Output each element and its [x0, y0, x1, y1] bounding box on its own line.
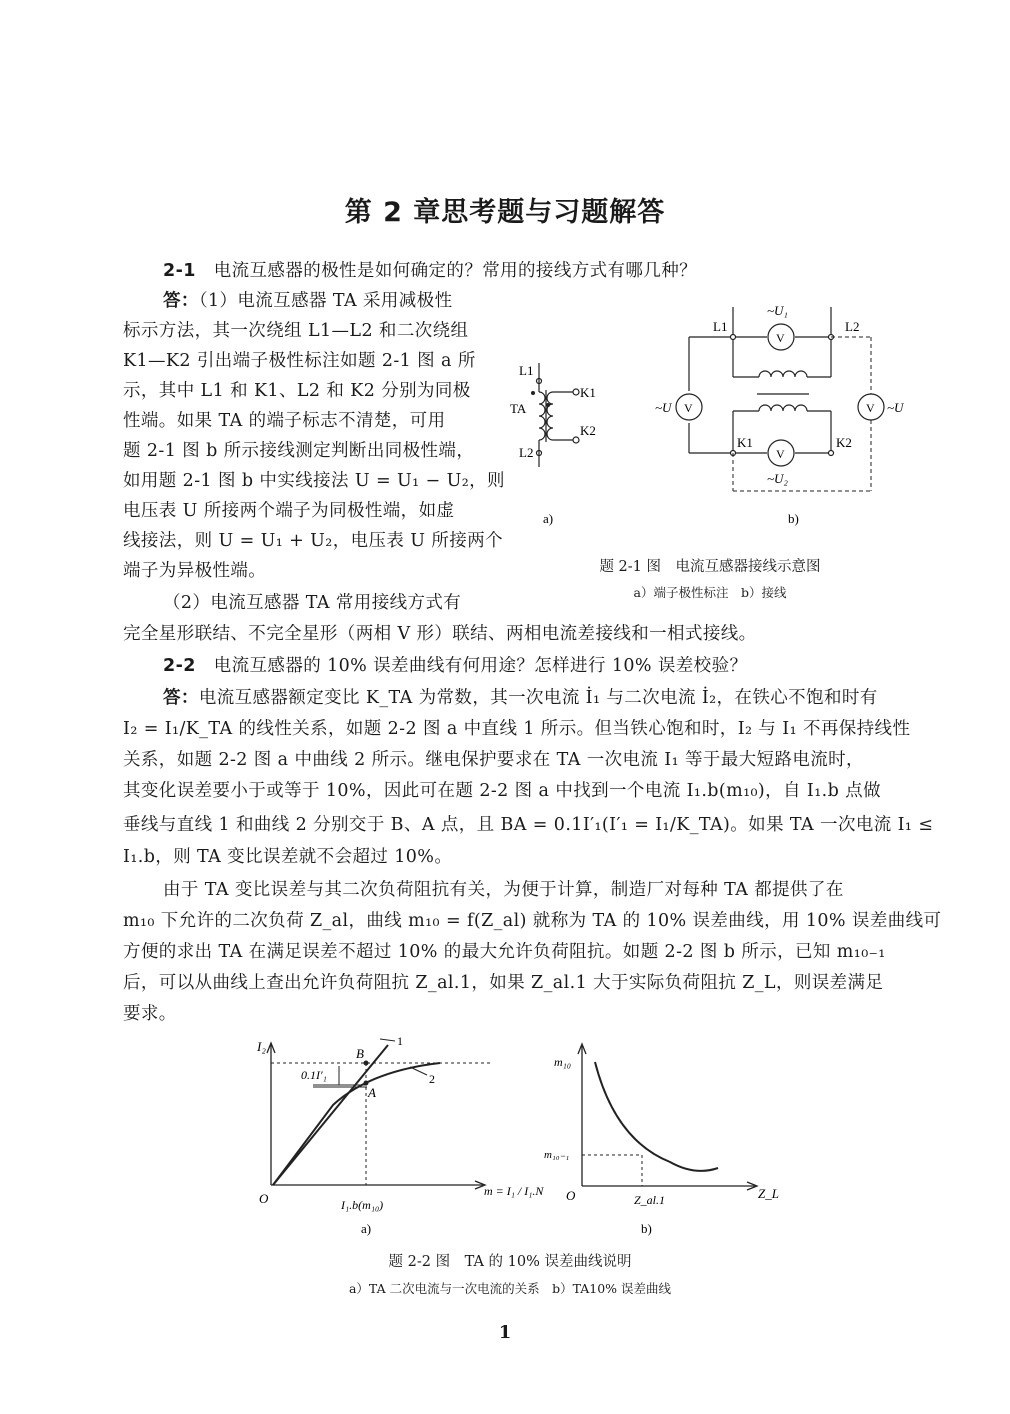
y-axis-label: m₁₀ [554, 1055, 572, 1069]
line-1-label: 1 [397, 1034, 403, 1048]
curve-2 [273, 1063, 440, 1185]
figure-2-2b [540, 1040, 800, 1245]
curve-2-label: 2 [429, 1072, 435, 1086]
origin-label: O [566, 1188, 576, 1203]
answer-line: 完全星形联结、不完全星形（两相 V 形）联结、两相电流差接线和一相式接线。 [123, 624, 757, 644]
answer-line: 线接法，则 U = U₁ + U₂，电压表 U 所接两个 [123, 531, 503, 551]
ta-secondary-coil [547, 392, 553, 440]
answer-line: 标示方法，其一次绕组 L1—L2 和二次绕组 [123, 321, 469, 341]
figure-2-1 [505, 295, 925, 535]
answer-line: K1—K2 引出端子极性标注如题 2-1 图 a 所 [123, 351, 476, 371]
answer-line [163, 286, 452, 317]
answer-line: 垂线与直线 1 和曲线 2 分别交于 B、A 点，且 BA = 0.1I′₁(I′₁ = I₁/K_TA)。如果 TA 一次电流 I₁ ≤ [123, 815, 934, 835]
answer-text: （1）电流互感器 TA 采用减极性 [198, 291, 453, 311]
panel-a-label: a) [543, 511, 554, 526]
panel-b-label: b) [788, 511, 799, 526]
question-2-2 [163, 651, 747, 682]
question-2-1 [163, 256, 697, 287]
voltmeter-symbol: V [866, 401, 875, 415]
paragraph-line: 后，可以从曲线上查出允许负荷阻抗 Z_al.1，如果 Z_al.1 大于实际负荷阻抗 Z_L，则误差满足 [123, 973, 884, 993]
label-k1: K1 [580, 385, 596, 400]
label-k1: K1 [737, 435, 753, 450]
voltmeter-symbol: V [776, 447, 785, 461]
line-1 [273, 1045, 388, 1185]
figure-2-1-caption: 题 2-1 图 电流互感器接线示意图 [599, 559, 821, 575]
answer-line: 如用题 2-1 图 b 中实线接法 U = U₁ − U₂，则 [123, 471, 505, 491]
question-text: 电流互感器的极性是如何确定的？常用的接线方式有哪几种？ [213, 261, 698, 281]
panel-b-label: b) [641, 1221, 652, 1236]
question-number: 2-2 [163, 656, 196, 676]
x-tick-label: I₁.b(m₁₀) [341, 1198, 384, 1212]
label-l2: L2 [845, 319, 860, 334]
voltmeter-symbol: V [776, 331, 785, 345]
figure-2-2-subcaption: a）TA 二次电流与一次电流的关系 b）TA10% 误差曲线 [348, 1281, 672, 1296]
terminal [731, 335, 736, 340]
paragraph-line: 方便的求出 TA 在满足误差不超过 10% 的最大允许负荷阻抗。如题 2-2 图 b 所示，已知 m₁₀₋₁ [123, 942, 886, 962]
answer-text: 电流互感器额定变比 K_TA 为常数，其一次电流 İ₁ 与二次电流 İ₂，在铁心不饱和时有 [198, 688, 878, 708]
label-u-right: ~U [887, 400, 904, 415]
answer-line: 其变化误差要小于或等于 10%，因此可在题 2-2 图 a 中找到一个电流 I₁.b(m₁₀)，自 I₁.b 点做 [123, 781, 881, 801]
answer-line: 端子为异极性端。 [123, 561, 267, 581]
paragraph-line: m₁₀ 下允许的二次负荷 Z_al，曲线 m₁₀ = f(Z_al) 就称为 TA 的 10% 误差曲线，用 10% 误差曲线可 [123, 911, 942, 931]
k2-terminal [573, 437, 579, 443]
leader-1 [380, 1039, 395, 1041]
answer-line: 示，其中 L1 和 K1、L2 和 K2 分别为同极 [123, 381, 471, 401]
panel-a-label: a) [361, 1221, 372, 1236]
ta-primary-coil [539, 392, 545, 440]
answer-line: （2）电流互感器 TA 常用接线方式有 [163, 593, 462, 613]
primary-coil [759, 371, 807, 377]
y-tick-label: m₁₀₋₁ [544, 1149, 570, 1161]
paragraph-line: 由于 TA 变比误差与其二次负荷阻抗有关，为便于计算，制造厂对每种 TA 都提供了在 [163, 880, 844, 900]
question-text: 电流互感器的 10% 误差曲线有何用途？怎样进行 10% 误差校验？ [213, 656, 748, 676]
answer-line: 性端。如果 TA 的端子标志不清楚，可用 [123, 411, 446, 431]
answer-line [163, 683, 878, 714]
label-l1: L1 [519, 363, 534, 378]
label-k2: K2 [580, 423, 596, 438]
x-axis-label: m = I₁ / I₁.N [484, 1184, 544, 1198]
label-u-left: ~U [655, 400, 672, 415]
question-number: 2-1 [163, 261, 196, 281]
chapter-title: 第 2 章思考题与习题解答 [344, 197, 666, 228]
y-axis-label: I₂ [257, 1039, 266, 1054]
label-u1: ~U₁ [767, 303, 788, 318]
secondary-coil [759, 405, 807, 411]
answer-label: 答： [163, 688, 199, 708]
point-b-label: B [356, 1046, 364, 1061]
figure-2-2-caption: 题 2-2 图 TA 的 10% 误差曲线说明 [388, 1254, 632, 1270]
label-l2: L2 [519, 445, 534, 460]
answer-line: 题 2-1 图 b 所示接线测定判断出同极性端， [123, 441, 475, 461]
label-k2: K2 [836, 435, 852, 450]
polarity-dot-secondary [546, 403, 550, 407]
x-axis-label: Z_L [758, 1186, 779, 1201]
delta-label: 0.1I′₁ [301, 1068, 327, 1082]
x-tick-label: Z_al.1 [634, 1193, 666, 1207]
terminal [829, 451, 834, 456]
figure-2-1-subcaption: a）端子极性标注 b）接线 [633, 585, 787, 600]
point-b [364, 1061, 369, 1066]
label-u2: ~U₂ [767, 471, 788, 486]
k1-terminal [573, 389, 579, 395]
polarity-dot-primary [531, 391, 535, 395]
answer-label: 答： [163, 291, 199, 311]
figure-2-2a [255, 1034, 544, 1245]
answer-line: I₂ = I₁/K_TA 的线性关系，如题 2-2 图 a 中直线 1 所示。但当铁心饱和时，I₂ 与 I₁ 不再保持线性 [123, 719, 911, 739]
answer-line: 电压表 U 所接两个端子为同极性端，如虚 [123, 501, 455, 521]
label-ta: TA [510, 401, 527, 416]
answer-line: 关系，如题 2-2 图 a 中曲线 2 所示。继电保护要求在 TA 一次电流 I₁ 等于最大短路电流时， [123, 750, 864, 770]
paragraph-line: 要求。 [123, 1004, 177, 1024]
leader-2 [410, 1067, 427, 1075]
answer-line: I₁.b，则 TA 变比误差就不会超过 10%。 [123, 847, 453, 867]
page-number: 1 [498, 1322, 512, 1343]
label-l1: L1 [713, 319, 728, 334]
point-a-label: A [368, 1085, 376, 1100]
origin-label: O [259, 1191, 269, 1206]
voltmeter-symbol: V [684, 401, 693, 415]
